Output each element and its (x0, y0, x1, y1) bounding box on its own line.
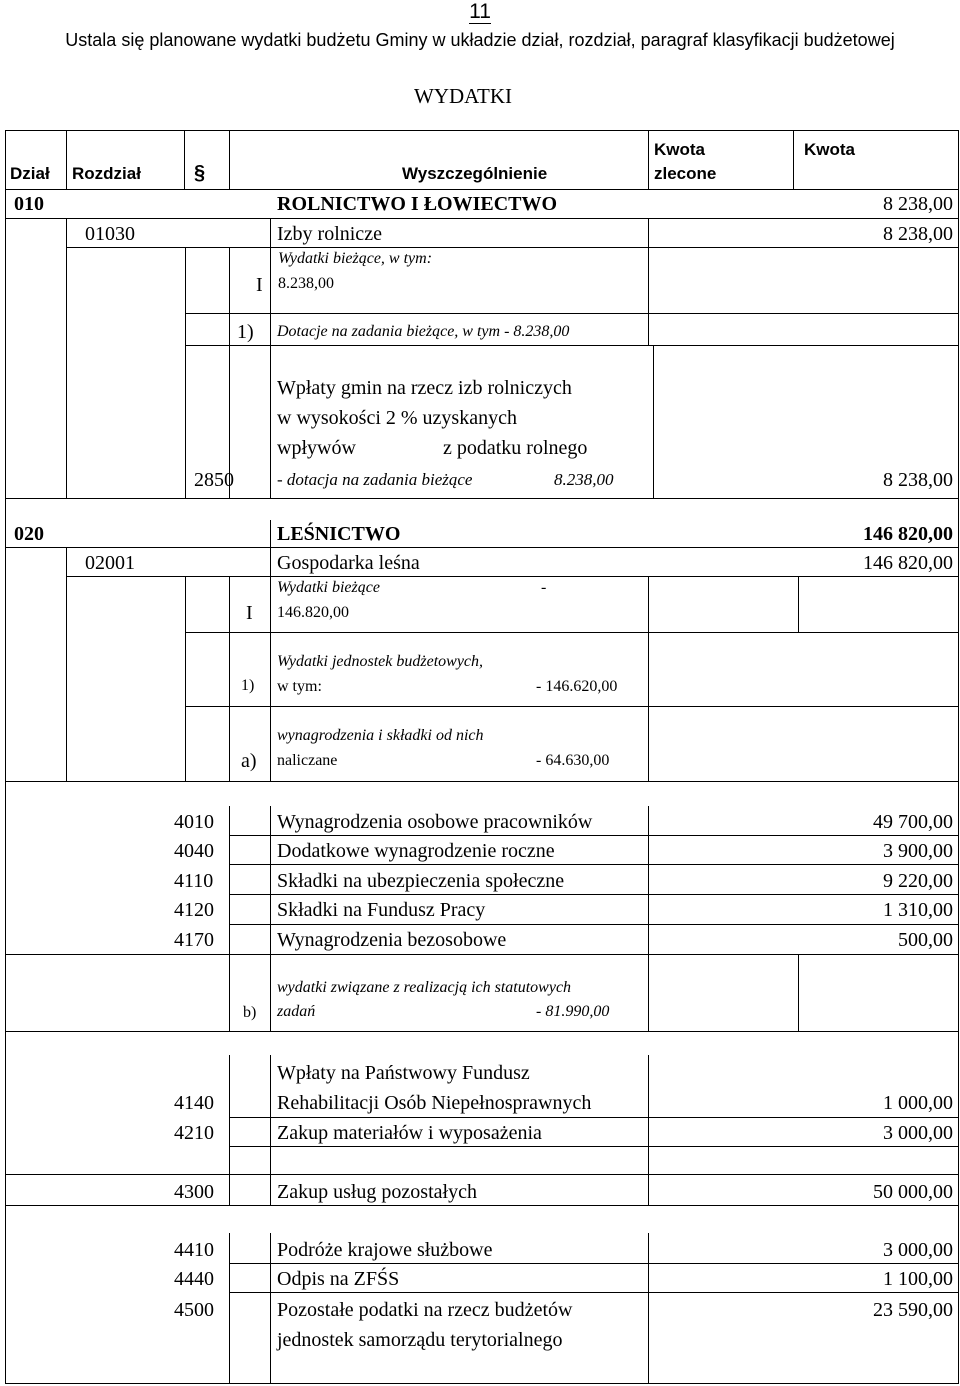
r02001-I-mark: I (246, 602, 253, 624)
paragraf-4170-amount: 500,00 (898, 929, 953, 951)
r02001-I-text: Wydatki bieżące (277, 579, 380, 596)
r01030-I-value: 8.238,00 (278, 275, 334, 292)
paragraf-4410-amount: 3 000,00 (883, 1239, 953, 1261)
paragraf-2850-line1: Wpłaty gmin na rzecz izb rolniczych (277, 377, 572, 399)
paragraf-4410-name: Podróże krajowe służbowe (277, 1239, 493, 1261)
header-dzial: Dział (10, 164, 50, 183)
paragraf-4170-code: 4170 (174, 929, 214, 951)
paragraf-4140-code: 4140 (174, 1092, 214, 1114)
rozdzial-02001-code: 02001 (85, 552, 135, 574)
dzial-020-code: 020 (14, 523, 44, 545)
paragraf-4500-line2: jednostek samorządu terytorialnego (277, 1329, 563, 1351)
paragraf-2850-line4b: 8.238,00 (554, 470, 614, 489)
paragraf-4120-name: Składki na Fundusz Pracy (277, 899, 486, 921)
paragraf-2850-line4a: - dotacja na zadania bieżące (277, 470, 473, 489)
rozdzial-02001-amount: 146 820,00 (863, 552, 953, 574)
r02001-a-naliczane: naliczane (277, 752, 338, 769)
paragraf-4110-amount: 9 220,00 (883, 870, 953, 892)
paragraf-4140-amount: 1 000,00 (883, 1092, 953, 1114)
paragraf-2850-amount: 8 238,00 (883, 469, 953, 491)
paragraf-4170-name: Wynagrodzenia bezosobowe (277, 929, 507, 951)
paragraf-4120-code: 4120 (174, 899, 214, 921)
paragraf-4040-amount: 3 900,00 (883, 840, 953, 862)
dzial-020-name: LEŚNICTWO (277, 523, 401, 545)
paragraf-4120-amount: 1 310,00 (883, 899, 953, 921)
r02001-b-text: wydatki związane z realizacją ich statutowych (277, 979, 572, 996)
dzial-010-code: 010 (14, 193, 44, 215)
dzial-010-name: ROLNICTWO I ŁOWIECTWO (277, 193, 558, 215)
paragraf-2850-line3b: z podatku rolnego (443, 437, 588, 459)
rozdzial-01030-code: 01030 (85, 223, 135, 245)
r01030-I-text: Wydatki bieżące, w tym: (278, 250, 433, 267)
rozdzial-01030-amount: 8 238,00 (883, 223, 953, 245)
page-subtitle: Ustala się planowane wydatki budżetu Gminy w układzie dział, rozdział, paragraf klasyfikacji budżetowej (65, 30, 895, 50)
paragraf-4210-code: 4210 (174, 1122, 214, 1144)
r02001-1-text: Wydatki jednostek budżetowych, (277, 653, 484, 670)
paragraf-4300-code: 4300 (174, 1181, 214, 1203)
r02001-a-text: wynagrodzenia i składki od nich (277, 727, 484, 744)
paragraf-4040-code: 4040 (174, 840, 214, 862)
paragraf-4410-code: 4410 (174, 1239, 214, 1261)
page-number: 11 (469, 0, 491, 23)
header-rozdzial: Rozdział (72, 164, 141, 183)
r02001-b-value: - 81.990,00 (536, 1003, 610, 1020)
paragraf-4010-code: 4010 (174, 811, 214, 833)
header-kwota-zlecone: Kwota (654, 140, 705, 159)
paragraf-4440-name: Odpis na ZFŚS (277, 1268, 400, 1290)
paragraf-4110-name: Składki na ubezpieczenia społeczne (277, 870, 565, 892)
paragraf-4300-amount: 50 000,00 (873, 1181, 953, 1203)
paragraf-4440-amount: 1 100,00 (883, 1268, 953, 1290)
paragraf-2850-line2: w wysokości 2 % uzyskanych (277, 407, 517, 429)
section-title: WYDATKI (414, 84, 512, 108)
paragraf-4500-code: 4500 (174, 1299, 214, 1321)
paragraf-4110-code: 4110 (174, 870, 214, 892)
paragraf-4010-amount: 49 700,00 (873, 811, 953, 833)
r02001-1-wtym: w tym: (277, 678, 322, 695)
paragraf-4300-name: Zakup usług pozostałych (277, 1181, 477, 1203)
rozdzial-01030-name: Izby rolnicze (277, 223, 382, 245)
header-kwota: Kwota (804, 140, 855, 159)
paragraf-4440-code: 4440 (174, 1268, 214, 1290)
paragraf-4040-name: Dodatkowe wynagrodzenie roczne (277, 840, 555, 862)
header-kwota-zlecone-2: zlecone (654, 164, 717, 183)
r02001-a-value: - 64.630,00 (536, 752, 610, 769)
header-opis: Wyszczególnienie (402, 164, 548, 183)
paragraf-4010-name: Wynagrodzenia osobowe pracowników (277, 811, 593, 833)
paragraf-4500-amount: 23 590,00 (873, 1299, 953, 1321)
paragraf-4140-line2: Rehabilitacji Osób Niepełnosprawnych (277, 1092, 592, 1114)
r02001-b-mark: b) (243, 1004, 257, 1021)
paragraf-4140-line1: Wpłaty na Państwowy Fundusz (277, 1062, 530, 1084)
header-paragraf: § (194, 162, 206, 184)
rozdzial-02001-name: Gospodarka leśna (277, 552, 420, 574)
dzial-020-amount: 146 820,00 (863, 523, 953, 545)
r02001-I-dash: - (541, 579, 547, 596)
r02001-1-mark: 1) (241, 677, 255, 694)
r02001-1-value: - 146.620,00 (536, 678, 618, 695)
paragraf-2850-line3a: wpływów (277, 437, 356, 459)
dzial-010-amount: 8 238,00 (883, 193, 953, 215)
r02001-I-value: 146.820,00 (277, 604, 349, 621)
r01030-1-text: Dotacje na zadania bieżące, w tym - 8.238,00 (277, 323, 570, 340)
r02001-b-zadan: zadań (277, 1003, 316, 1020)
paragraf-2850-code: 2850 (194, 469, 234, 491)
paragraf-4210-amount: 3 000,00 (883, 1122, 953, 1144)
r02001-a-mark: a) (241, 750, 257, 772)
paragraf-4500-line1: Pozostałe podatki na rzecz budżetów (277, 1299, 573, 1321)
paragraf-4210-name: Zakup materiałów i wyposażenia (277, 1122, 542, 1144)
r01030-1-mark: 1) (237, 321, 254, 343)
r01030-I-mark: I (256, 274, 263, 296)
